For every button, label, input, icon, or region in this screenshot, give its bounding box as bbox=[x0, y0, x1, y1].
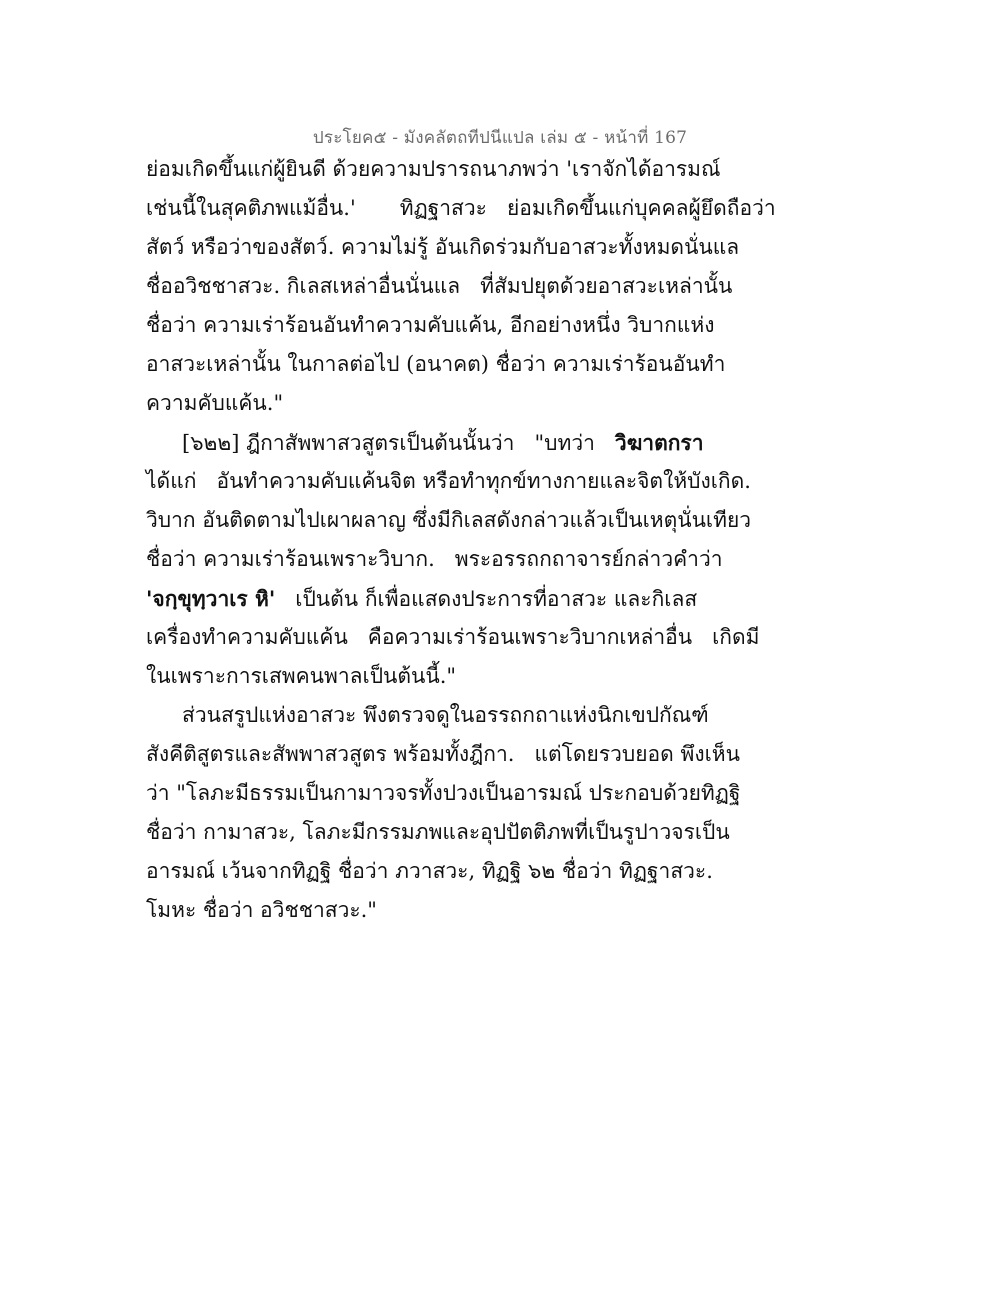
paragraph-summary-start: ส่วนสรูปแห่งอาสวะ พึงตรวจดูในอรรถกถาแห่งนิกเขปกัณฑ์ bbox=[182, 703, 709, 727]
text-line-10: วิบาก อันติดตามไปเผาผลาญ ซึ่งมีกิเลสดังกล่าวแล้วเป็นเหตุนั่นเทียว bbox=[146, 508, 752, 532]
text-line-2 bbox=[146, 189, 846, 228]
text-segment: อันทำความคับแค้นจิต หรือทำทุกข์ทางกายและจิตให้บังเกิด. bbox=[216, 469, 751, 493]
text-segment: ที่สัมปยุตด้วยอาสวะเหล่านั้น bbox=[480, 274, 733, 298]
text-line-6: อาสวะเหล่านั้น ในกาลต่อไป (อนาคต) ชื่อว่า ความเร่าร้อนอันทำ bbox=[146, 352, 726, 376]
bold-term: 'จกฺขุทฺวาเร หิ' bbox=[146, 586, 276, 611]
text-line-1: ย่อมเกิดขึ้นแก่ผู้ยินดี ด้วยความปรารถนาภพว่า 'เราจักได้อารมณ์ bbox=[146, 157, 721, 181]
text-segment: ทิฏฐาสวะ bbox=[399, 196, 487, 220]
bold-term: วิฆาตกรา bbox=[614, 430, 704, 455]
text-segment: ชื่อว่า ความเร่าร้อนเพราะวิบาก. bbox=[146, 547, 435, 571]
header-separator: - bbox=[586, 128, 605, 148]
text-line-4 bbox=[146, 267, 846, 306]
text-segment: สังคีติสูตรและสัพพาสวสูตร พร้อมทั้งฎีกา. bbox=[146, 742, 515, 766]
text-line-13 bbox=[146, 618, 846, 657]
paragraph-622-start bbox=[146, 423, 846, 462]
text-segment: เป็นต้น ก็เพื่อแสดงประการที่อาสวะ และกิเลส bbox=[295, 587, 698, 611]
text-line-3: สัตว์ หรือว่าของสัตว์. ความไม่รู้ อันเกิดร่วมกับอาสวะทั้งหมดนั่นแล bbox=[146, 235, 740, 259]
text-segment: เกิดมี bbox=[712, 625, 760, 649]
text-line-12 bbox=[146, 579, 846, 618]
text-segment: "บทว่า bbox=[534, 431, 595, 455]
text-line-11 bbox=[146, 540, 846, 579]
text-segment: คือความเร่าร้อนเพราะวิบากเหล่าอื่น bbox=[367, 625, 693, 649]
page-header bbox=[0, 124, 1000, 151]
text-line-19: อารมณ์ เว้นจากทิฏฐิ ชื่อว่า ภวาสวะ, ทิฏฐิ ๖๒ ชื่อว่า ทิฏฐาสวะ. bbox=[146, 859, 713, 883]
text-segment: ย่อมเกิดขึ้นแก่บุคคลผู้ยึดถือว่า bbox=[506, 196, 776, 220]
text-line-20: โมหะ ชื่อว่า อวิชชาสวะ." bbox=[146, 898, 377, 922]
text-line-5: ชื่อว่า ความเร่าร้อนอันทำความคับแค้น, อีกอย่างหนึ่ง วิบากแห่ง bbox=[146, 313, 715, 337]
text-segment: พระอรรถกถาจารย์กล่าวคำว่า bbox=[454, 547, 723, 571]
text-line-9 bbox=[146, 462, 846, 501]
text-segment: ได้แก่ bbox=[146, 469, 197, 493]
header-book-title: ประโยค๕ - มังคลัตถทีปนีแปล เล่ม ๕ bbox=[312, 128, 587, 148]
text-segment: [๖๒๒] ฎีกาสัพพาสวสูตรเป็นต้นนั้นว่า bbox=[182, 431, 515, 455]
body-text bbox=[146, 150, 846, 930]
text-line-16 bbox=[146, 735, 846, 774]
text-line-7: ความคับแค้น." bbox=[146, 391, 284, 415]
text-segment: เช่นนี้ในสุคติภพแม้อื่น.' bbox=[146, 196, 356, 220]
header-page-number: หน้าที่ 167 bbox=[604, 128, 688, 148]
text-segment: เครื่องทำความคับแค้น bbox=[146, 625, 348, 649]
text-segment: ชื่ออวิชชาสวะ. กิเลสเหล่าอื่นนั่นแล bbox=[146, 274, 461, 298]
text-line-14: ในเพราะการเสพคนพาลเป็นต้นนี้." bbox=[146, 664, 457, 688]
text-segment: แต่โดยรวบยอด พึงเห็น bbox=[534, 742, 740, 766]
text-line-18: ชื่อว่า กามาสวะ, โลภะมีกรรมภพและอุปปัตติภพที่เป็นรูปาวจรเป็น bbox=[146, 820, 730, 844]
text-line-17: ว่า "โลภะมีธรรมเป็นกามาวจรทั้งปวงเป็นอารมณ์ ประกอบด้วยทิฏฐิ bbox=[146, 781, 741, 805]
